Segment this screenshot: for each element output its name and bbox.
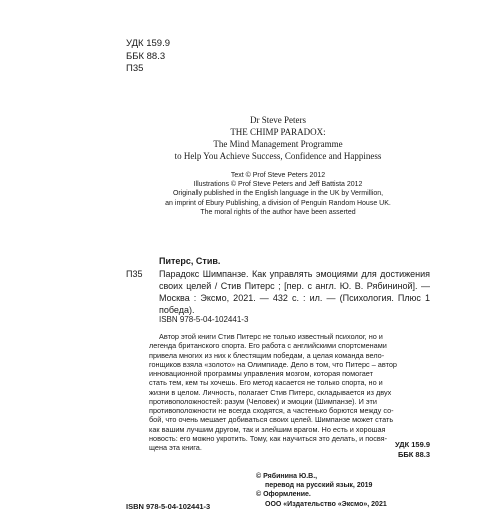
- author-mark: П35: [126, 63, 144, 74]
- annotation: [149, 332, 430, 452]
- annotation-line: новость: его можно укротить. Тому, как научиться это делать, и посвя-: [149, 433, 388, 443]
- copyright-block: [256, 472, 387, 509]
- original-subtitle-line-1: The Mind Management Programme: [213, 139, 343, 149]
- original-title-block: [126, 114, 430, 162]
- original-subtitle-line-2: to Help You Achieve Success, Confidence and Happiness: [174, 151, 382, 161]
- credits-block: [126, 171, 430, 217]
- bbk-code-bottom: ББК 88.3: [397, 450, 430, 459]
- publication-line-1: Originally published in the English language in the UK by Vermillion,: [172, 190, 384, 198]
- annotation-line: привела многих из них к блестящим победам, а целая команда вело-: [149, 350, 385, 360]
- design-copyright: © Оформление.: [256, 491, 311, 499]
- isbn-bottom: ISBN 978-5-04-102441-3: [126, 502, 211, 511]
- udk-code: УДК 159.9: [126, 38, 170, 49]
- classification-block: [126, 38, 170, 76]
- annotation-line: бой, что очень мешает добиваться своих целей. Шимпанзе может стать: [149, 415, 394, 425]
- illustrations-copyright: Illustrations © Prof Steve Peters and Jeff Battista 2012: [193, 181, 363, 189]
- annotation-line: стать тем, кем ты хочешь. Его метод касается не только спорта, но и: [149, 378, 383, 388]
- annotation-line: гонщиков взяла «золото» на Олимпиаде. Дело в том, что Питерс – автор: [149, 359, 397, 369]
- annotation-line: жизни в целом. Личность, полагает Стив Питерс, складывается из двух: [149, 387, 392, 397]
- annotation-line: противоположности не всегда сходятся, а частенько борются между со-: [149, 406, 394, 415]
- annotation-line: щена эта книга.: [149, 443, 202, 452]
- annotation-line: противоположностей: разум (Человек) и эмоции (Шимпанзе). И эти: [149, 396, 377, 406]
- annotation-line: легенда британского спорта. Его работа с английскими спортсменами: [149, 341, 387, 351]
- udk-code-bottom: УДК 159.9: [394, 440, 430, 449]
- catalog-code: П35: [126, 269, 143, 279]
- catalog-author: Питерс, Стив.: [159, 256, 221, 266]
- catalog-entry: [126, 268, 430, 316]
- original-title: THE CHIMP PARADOX:: [230, 127, 326, 137]
- publication-line-2: an imprint of Ebury Publishing, a division of Penguin Random House UK.: [165, 199, 391, 207]
- catalog-description: Парадокс Шимпанзе. Как управлять эмоциями для достижения своих целей / Стив Питерс ; [пер. с англ. Ю. В. Рябининой]. — Москва : Эксмо, 2021. — 432 с. : ил. — (Психология. Плюс 1 победа).: [159, 269, 430, 315]
- translation-note: перевод на русский язык, 2019: [265, 482, 373, 490]
- annotation-line: инновационной программы управления мозгом, которая помогает: [149, 369, 373, 378]
- annotation-line: Автор этой книги Стив Питерс не только известный психолог, но и: [159, 332, 383, 341]
- annotation-line: как вашим лучшим другом, так и злейшим врагом. Но есть и хорошая: [149, 424, 386, 434]
- catalog-isbn: ISBN 978-5-04-102441-3: [159, 315, 249, 324]
- translation-copyright: © Рябинина Ю.В.,: [256, 473, 318, 480]
- moral-rights: The moral rights of the author have been asserted: [200, 208, 356, 216]
- classification-bottom: [395, 440, 430, 460]
- text-copyright: Text © Prof Steve Peters 2012: [230, 172, 326, 179]
- original-author: Dr Steve Peters: [250, 115, 306, 125]
- bbk-code: ББК 88.3: [126, 50, 166, 62]
- publisher-copyright: ООО «Издательство «Эксмо», 2021: [265, 500, 387, 508]
